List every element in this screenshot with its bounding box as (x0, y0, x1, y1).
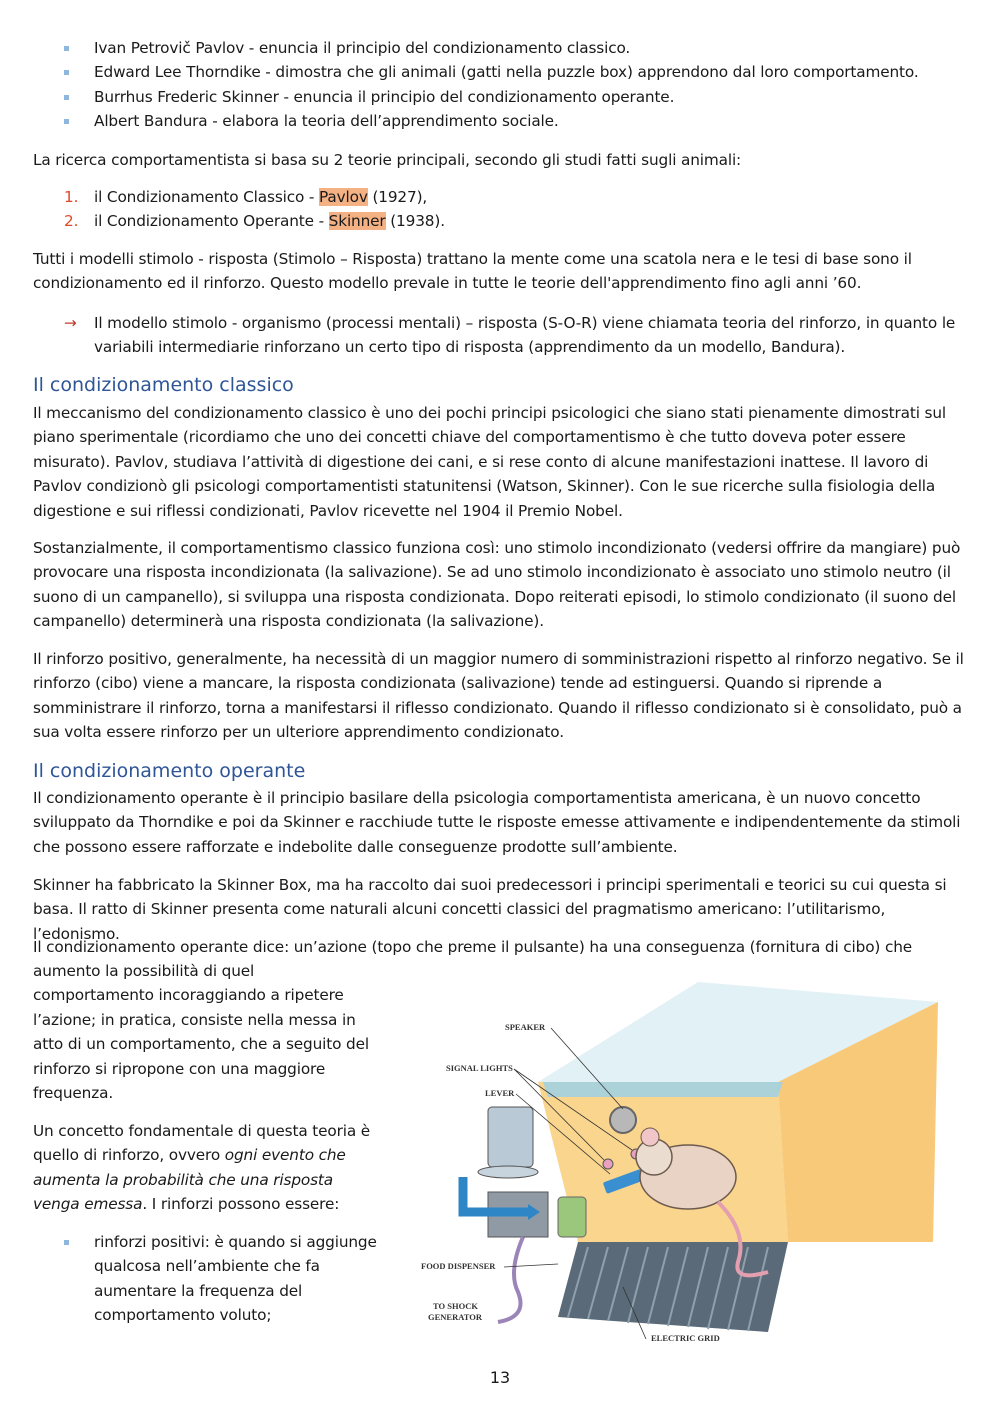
label-lever: LEVER (485, 1088, 515, 1098)
list-item: 1. il Condizionamento Classico - Pavlov (1927), (60, 185, 445, 209)
section-heading-classic: Il condizionamento classico (33, 374, 294, 396)
skinner-box-illustration (418, 972, 978, 1352)
arrow-right-icon: → (64, 314, 77, 332)
square-bullet-icon (64, 1240, 69, 1245)
label-to-shock-2: GENERATOR (428, 1312, 483, 1322)
label-speaker: SPEAKER (505, 1022, 546, 1032)
pioneers-list (60, 36, 960, 134)
document-page: Ivan Petrovič Pavlov - enuncia il principio del condizionamento classico. Edward Lee Thorndike - dimostra che gli animali (gatti nella puzzle box) apprendono dal loro comportamento. Burrhus Frederic Skinner - enuncia il principio del condizionamento operante. Albert Bandura - elabora la teoria dell’apprendimento sociale. La ricerca comportamentista si basa su 2 teorie principali, secondo gli studi fatti sugli animali: 1. il Condizionamento Classico - Pavlov (1927), 2. il Condizionamento Operante - Skinner (1938). Tutti i modelli stimolo - risposta (Stimolo – Risposta) trattano la mente come una scatola nera e le tesi di base sono il condizionamento ed il rinforzo. Questo modello prevale in tutte le teorie dell'apprendimento fino agli anni ’60. → Il modello stimolo - organismo (processi mentali) – risposta (S-O-R) viene chiamata teoria del rinforzo, in quanto le variabili intermediarie rinforzano un certo tipo di risposta (apprendimento da un modello, Bandura). Il condizionamento classico Il meccanismo del condizionamento classico è uno dei pochi principi psicologici che siano stati pienamente dimostrati sul piano sperimentale (ricordiamo che uno dei concetti chiave del comportamentismo è che tutto doveva poter essere misurato). Pavlov, studiava l’attività di digestione dei cani, e si rese conto di alcune manifestazioni inattese. Il lavoro di Pavlov condizionò gli psicologi comportamentisti statunitensi (Watson, Skinner). Con le sue ricerche sulla fisiologia della digestione e sui riflessi condizionati, Pavlov ricevette nel 1904 il Premio Nobel. Sostanzialmente, il comportamentismo classico funziona così: uno stimolo incondizionato (vedersi offrire da mangiare) può provocare una risposta incondizionata (la salivazione). Se ad uno stimolo incondizionato è associato uno stimolo neutro (il suono di un campanello), si sviluppa una risposta condizionata. Dopo reiterati episodi, lo stimolo condizionato (il suono del campanello) determinerà una risposta condizionata (la salivazione). Il rinforzo positivo, generalmente, ha necessità di un maggior numero di somministrazioni rispetto al rinforzo negativo. Se il rinforzo (cibo) viene a mancare, la risposta condizionata (salivazione) tende ad estinguersi. Quando si riprende a somministrare il rinforzo, torna a manifestarsi il riflesso condizionato. Quando il riflesso condizionato si è consolidato, può a sua volta essere rinforzo per un ulteriore apprendimento condizionato. Il condizionamento operante Il condizionamento operante è il principio basilare della psicologia comportamentista americana, è un nuovo concetto sviluppato da Thorndike e poi da Skinner e racchiude tutte le risposte emesse attivamente e indipendentemente da stimoli che possono essere rafforzate e indebolite dalle conseguenze prodotte sull’ambiente. Skinner ha fabbricato la Skinner Box, ma ha raccolto dai suoi predecessori i principi sperimentali e teorici su cui questa si basa. Il ratto di Skinner presenta come naturali alcuni concetti classici del pragmatismo americano: l’utilitarismo, l’edonismo. Il condizionamento operante dice: un’azione (topo che preme il pulsante) ha una conseguenza (fornitura di cibo) che aumento la possibilità di quel comportamento incoraggiando a ripetere l’azione; in pratica, consiste nella messa in atto di un comportamento, che a seguito del rinforzo si ripropone con una maggiore frequenza. Un concetto fondamentale di questa teoria è quello di rinforzo, ovvero ogni evento che aumenta la probabilità che una risposta venga emessa. I rinforzi possono essere: rinforzi positivi: è quando si aggiunge qualcosa nell’ambiente che fa aumentare la frequenza del comportamento voluto; SPEAKER SIGNAL LIGHTS LEVER FOOD DISPENSER TO SHOCK GENERATOR ELECTRIC GRID 13 (0, 0, 1000, 1414)
label-electric-grid: ELECTRIC GRID (651, 1333, 720, 1343)
list-item: 2. il Condizionamento Operante - Skinner (1938). (60, 209, 445, 233)
operant-paragraph-3-rest: aumento la possibilità di quel comportamento incoraggiando a ripetere l’azione; in pratica, consiste nella messa in atto di un comportamento, che a seguito del rinforzo si ripropone con una maggiore frequenza. (33, 962, 369, 1103)
operant-paragraph-1: Il condizionamento operante è il principio basilare della psicologia comportamentista americana, è un nuovo concetto sviluppato da Thorndike e poi da Skinner e racchiude tutte le risposte emesse attivamente e indipendentemente da stimoli che possono essere rafforzate e indebolite dalle conseguenze prodotte sull’ambiente. (33, 789, 961, 856)
list-item: Edward Lee Thorndike - dimostra che gli animali (gatti nella puzzle box) apprendono dal loro comportamento. (60, 60, 960, 84)
list-item: Albert Bandura - elabora la teoria dell’apprendimento sociale. (60, 109, 960, 133)
list-item: Burrhus Frederic Skinner - enuncia il principio del condizionamento operante. (60, 85, 960, 109)
page-number: 13 (489, 1368, 511, 1387)
theories-list (60, 185, 445, 234)
square-bullet-icon (64, 95, 69, 100)
intro-paragraph: La ricerca comportamentista si basa su 2 teorie principali, secondo gli studi fatti sugli animali: (33, 151, 742, 169)
label-to-shock-1: TO SHOCK (433, 1301, 478, 1311)
square-bullet-icon (64, 70, 69, 75)
list-number: 2. (64, 212, 79, 231)
operant-paragraph-3-line1: Il condizionamento operante dice: un’azione (topo che preme il pulsante) ha una conseguenza (fornitura di cibo) che (33, 938, 913, 956)
section-heading-operant: Il condizionamento operante (33, 760, 306, 782)
reinforcement-paragraph: Un concetto fondamentale di questa teoria è quello di rinforzo, ovvero ogni evento che aumenta la probabilità che una risposta venga emessa. I rinforzi possono essere: (33, 1122, 371, 1214)
classic-paragraph-3: Il rinforzo positivo, generalmente, ha necessità di un maggior numero di somministrazioni rispetto al rinforzo negativo. Se il rinforzo (cibo) viene a mancare, la risposta condizionata (salivazione) tende ad estinguersi. Quando si riprende a somministrare il rinforzo, torna a manifestarsi il riflesso condizionato. Quando il riflesso condizionato si è consolidato, può a sua volta essere rinforzo per un ulteriore apprendimento condizionato. (33, 650, 964, 742)
reinforcement-definition: ogni evento che aumenta la probabilità che una risposta venga emessa (33, 1146, 346, 1214)
label-food-dispenser: FOOD DISPENSER (421, 1261, 496, 1271)
label-signal-lights: SIGNAL LIGHTS (446, 1063, 513, 1073)
operant-paragraph-2: Skinner ha fabbricato la Skinner Box, ma ha raccolto dai suoi predecessori i principi sperimentali e teorici su cui questa si basa. Il ratto di Skinner presenta come naturali alcuni concetti classici del pragmatismo americano: l’utilitarismo, l’edonismo. (33, 876, 947, 943)
classic-paragraph-1: Il meccanismo del condizionamento classico è uno dei pochi principi psicologici che siano stati pienamente dimostrati sul piano sperimentale (ricordiamo che uno dei concetti chiave del comportamentismo è che tutto doveva poter essere misurato). Pavlov, studiava l’attività di digestione dei cani, e si rese conto di alcune manifestazioni inattese. Il lavoro di Pavlov condizionò gli psicologi comportamentisti statunitensi (Watson, Skinner). Con le sue ricerche sulla fisiologia della digestione e sui riflessi condizionati, Pavlov ricevette nel 1904 il Premio Nobel. (33, 404, 947, 520)
models-paragraph: Tutti i modelli stimolo - risposta (Stimolo – Risposta) trattano la mente come una scatola nera e le tesi di base sono il condizionamento ed il rinforzo. Questo modello prevale in tutte le teorie dell'apprendimento fino agli anni ’60. (33, 250, 912, 293)
list-item: Ivan Petrovič Pavlov - enuncia il principio del condizionamento classico. (60, 36, 960, 60)
highlighted-name: Pavlov (319, 188, 368, 206)
highlighted-name: Skinner (328, 212, 386, 231)
classic-paragraph-2: Sostanzialmente, il comportamentismo classico funziona così: uno stimolo incondizionato (vedersi offrire da mangiare) può provocare una risposta incondizionata (la salivazione). Se ad uno stimolo incondizionato è associato uno stimolo neutro (il suono di un campanello), si sviluppa una risposta condizionata. Dopo reiterati episodi, lo stimolo condizionato (il suono del campanello) determinerà una risposta condizionata (la salivazione). (33, 539, 961, 631)
square-bullet-icon (64, 119, 69, 124)
square-bullet-icon (64, 46, 69, 51)
list-number: 1. (64, 188, 79, 206)
